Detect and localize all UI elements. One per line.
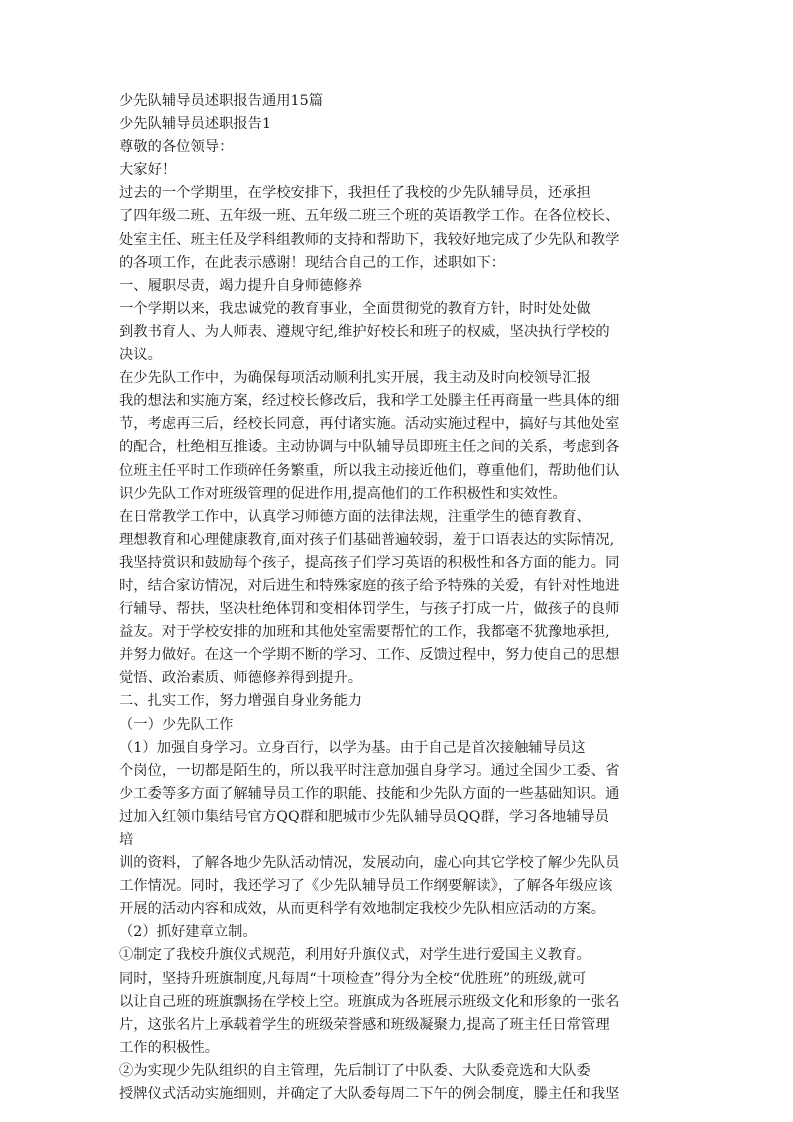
text-line: 理想教育和心理健康教育,面对孩子们基础普遍较弱，羞于口语表达的实际情况,: [119, 531, 615, 548]
text-line: 工作的积极性。: [119, 1039, 220, 1056]
text-line: 尊敬的各位领导：: [119, 139, 234, 156]
text-line: ②为实现少先队组织的自主管理，先后制订了中队委、大队委竞选和大队委: [119, 1062, 591, 1079]
text-line: 到教书育人、为人师表、遵规守纪,维护好校长和班子的权威，坚决执行学校的: [119, 323, 610, 340]
text-line: （2）抓好建章立制。: [119, 924, 257, 941]
text-line: 过去的一个学期里，在学校安排下，我担任了我校的少先队辅导员，还承担: [119, 185, 591, 202]
text-line: 觉悟、政治素质、师德修养得到提升。: [119, 670, 363, 687]
text-line: 益友。对于学校安排的加班和其他处室需要帮忙的工作，我都毫不犹豫地承担,: [119, 624, 610, 641]
text-line: 在日常教学工作中，认真学习师德方面的法律法规，注重学生的德育教育、: [119, 508, 591, 525]
text-line: 训的资料，了解各地少先队活动情况，发展动向，虚心向其它学校了解少先队员: [119, 855, 620, 872]
text-line: 我的想法和实施方案，经过校长修改后，我和学工处滕主任再商量一些具体的细: [119, 393, 620, 410]
text-line: （一）少先队工作: [119, 716, 234, 733]
text-line: 节，考虑再三后，经校长同意，再付诸实施。活动实施过程中，搞好与其他处室: [119, 416, 620, 433]
text-line: 我坚持赏识和鼓励每个孩子，提高孩子们学习英语的积极性和各方面的能力。同: [119, 554, 620, 571]
text-line: 的配合，杜绝相互推诿。主动协调与中队辅导员即班主任之间的关系，考虑到各: [119, 439, 620, 456]
text-line: 了四年级二班、五年级一班、五年级二班三个班的英语教学工作。在各位校长、: [119, 208, 620, 225]
text-line: 个岗位，一切都是陌生的，所以我平时注意加强自身学习。通过全国少工委、省: [119, 762, 620, 779]
text-line: 培: [119, 832, 134, 848]
text-line: 片，这张名片上承载着学生的班级荣誉感和班级凝聚力,提高了班主任日常管理: [119, 1016, 610, 1033]
text-line: 一、履职尽责，竭力提升自身师德修养: [119, 277, 363, 294]
document-body: [119, 90, 679, 1106]
text-line: 决议。: [119, 347, 162, 364]
text-line: 位班主任平时工作琐碎任务繁重，所以我主动接近他们，尊重他们，帮助他们认: [119, 462, 620, 479]
text-line: 工作情况。同时，我还学习了《少先队辅导员工作纲要解读》，了解各年级应该: [119, 878, 613, 895]
text-line: 开展的活动内容和成效，从而更科学有效地制定我校少先队相应活动的方案。: [119, 901, 606, 918]
text-line: 一个学期以来，我忠诚党的教育事业，全面贯彻党的教育方针，时时处处做: [119, 300, 591, 317]
text-line: 大家好！: [119, 162, 177, 179]
text-line: 同时，坚持升班旗制度,凡每周“十项检查”得分为全校“优胜班”的班级,就可: [119, 970, 587, 987]
text-line: 授牌仪式活动实施细则，并确定了大队委每周二下午的例会制度，滕主任和我坚: [119, 1086, 620, 1103]
text-line: 以让自己班的班旗飘扬在学校上空。班旗成为各班展示班级文化和形象的一张名: [119, 993, 620, 1010]
text-line: 时，结合家访情况，对后进生和特殊家庭的孩子给予特殊的关爱，有针对性地进: [119, 577, 620, 594]
text-line: 处室主任、班主任及学科组教师的支持和帮助下，我较好地完成了少先队和教学: [119, 231, 620, 248]
text-line: 在少先队工作中，为确保每项活动顺利扎实开展，我主动及时向校领导汇报: [119, 370, 591, 387]
text-line: 二、扎实工作，努力增强自身业务能力: [119, 693, 363, 710]
text-line: ①制定了我校升旗仪式规范，利用好升旗仪式，对学生进行爱国主义教育。: [119, 947, 591, 964]
section-title: 少先队辅导员述职报告1: [119, 116, 272, 133]
text-line: 行辅导、帮扶，坚决杜绝体罚和变相体罚学生，与孩子打成一片，做孩子的良师: [119, 601, 620, 618]
text-line: 并努力做好。在这一个学期不断的学习、工作、反馈过程中，努力使自己的思想: [119, 647, 620, 664]
text-line: 过加入红领巾集结号官方QQ群和肥城市少先队辅导员QQ群，学习各地辅导员: [119, 808, 610, 825]
document-title: 少先队辅导员述职报告通用15篇: [119, 93, 324, 109]
text-line: 少工委等多方面了解辅导员工作的职能、技能和少先队方面的一些基础知识。通: [119, 785, 620, 802]
text-line: 的各项工作，在此表示感谢！现结合自己的工作，述职如下：: [119, 254, 506, 271]
text-line: 识少先队工作对班级管理的促进作用,提高他们的工作积极性和实效性。: [119, 485, 567, 502]
text-line: （1）加强自身学习。立身百行，以学为基。由于自己是首次接触辅导员这: [119, 739, 586, 756]
